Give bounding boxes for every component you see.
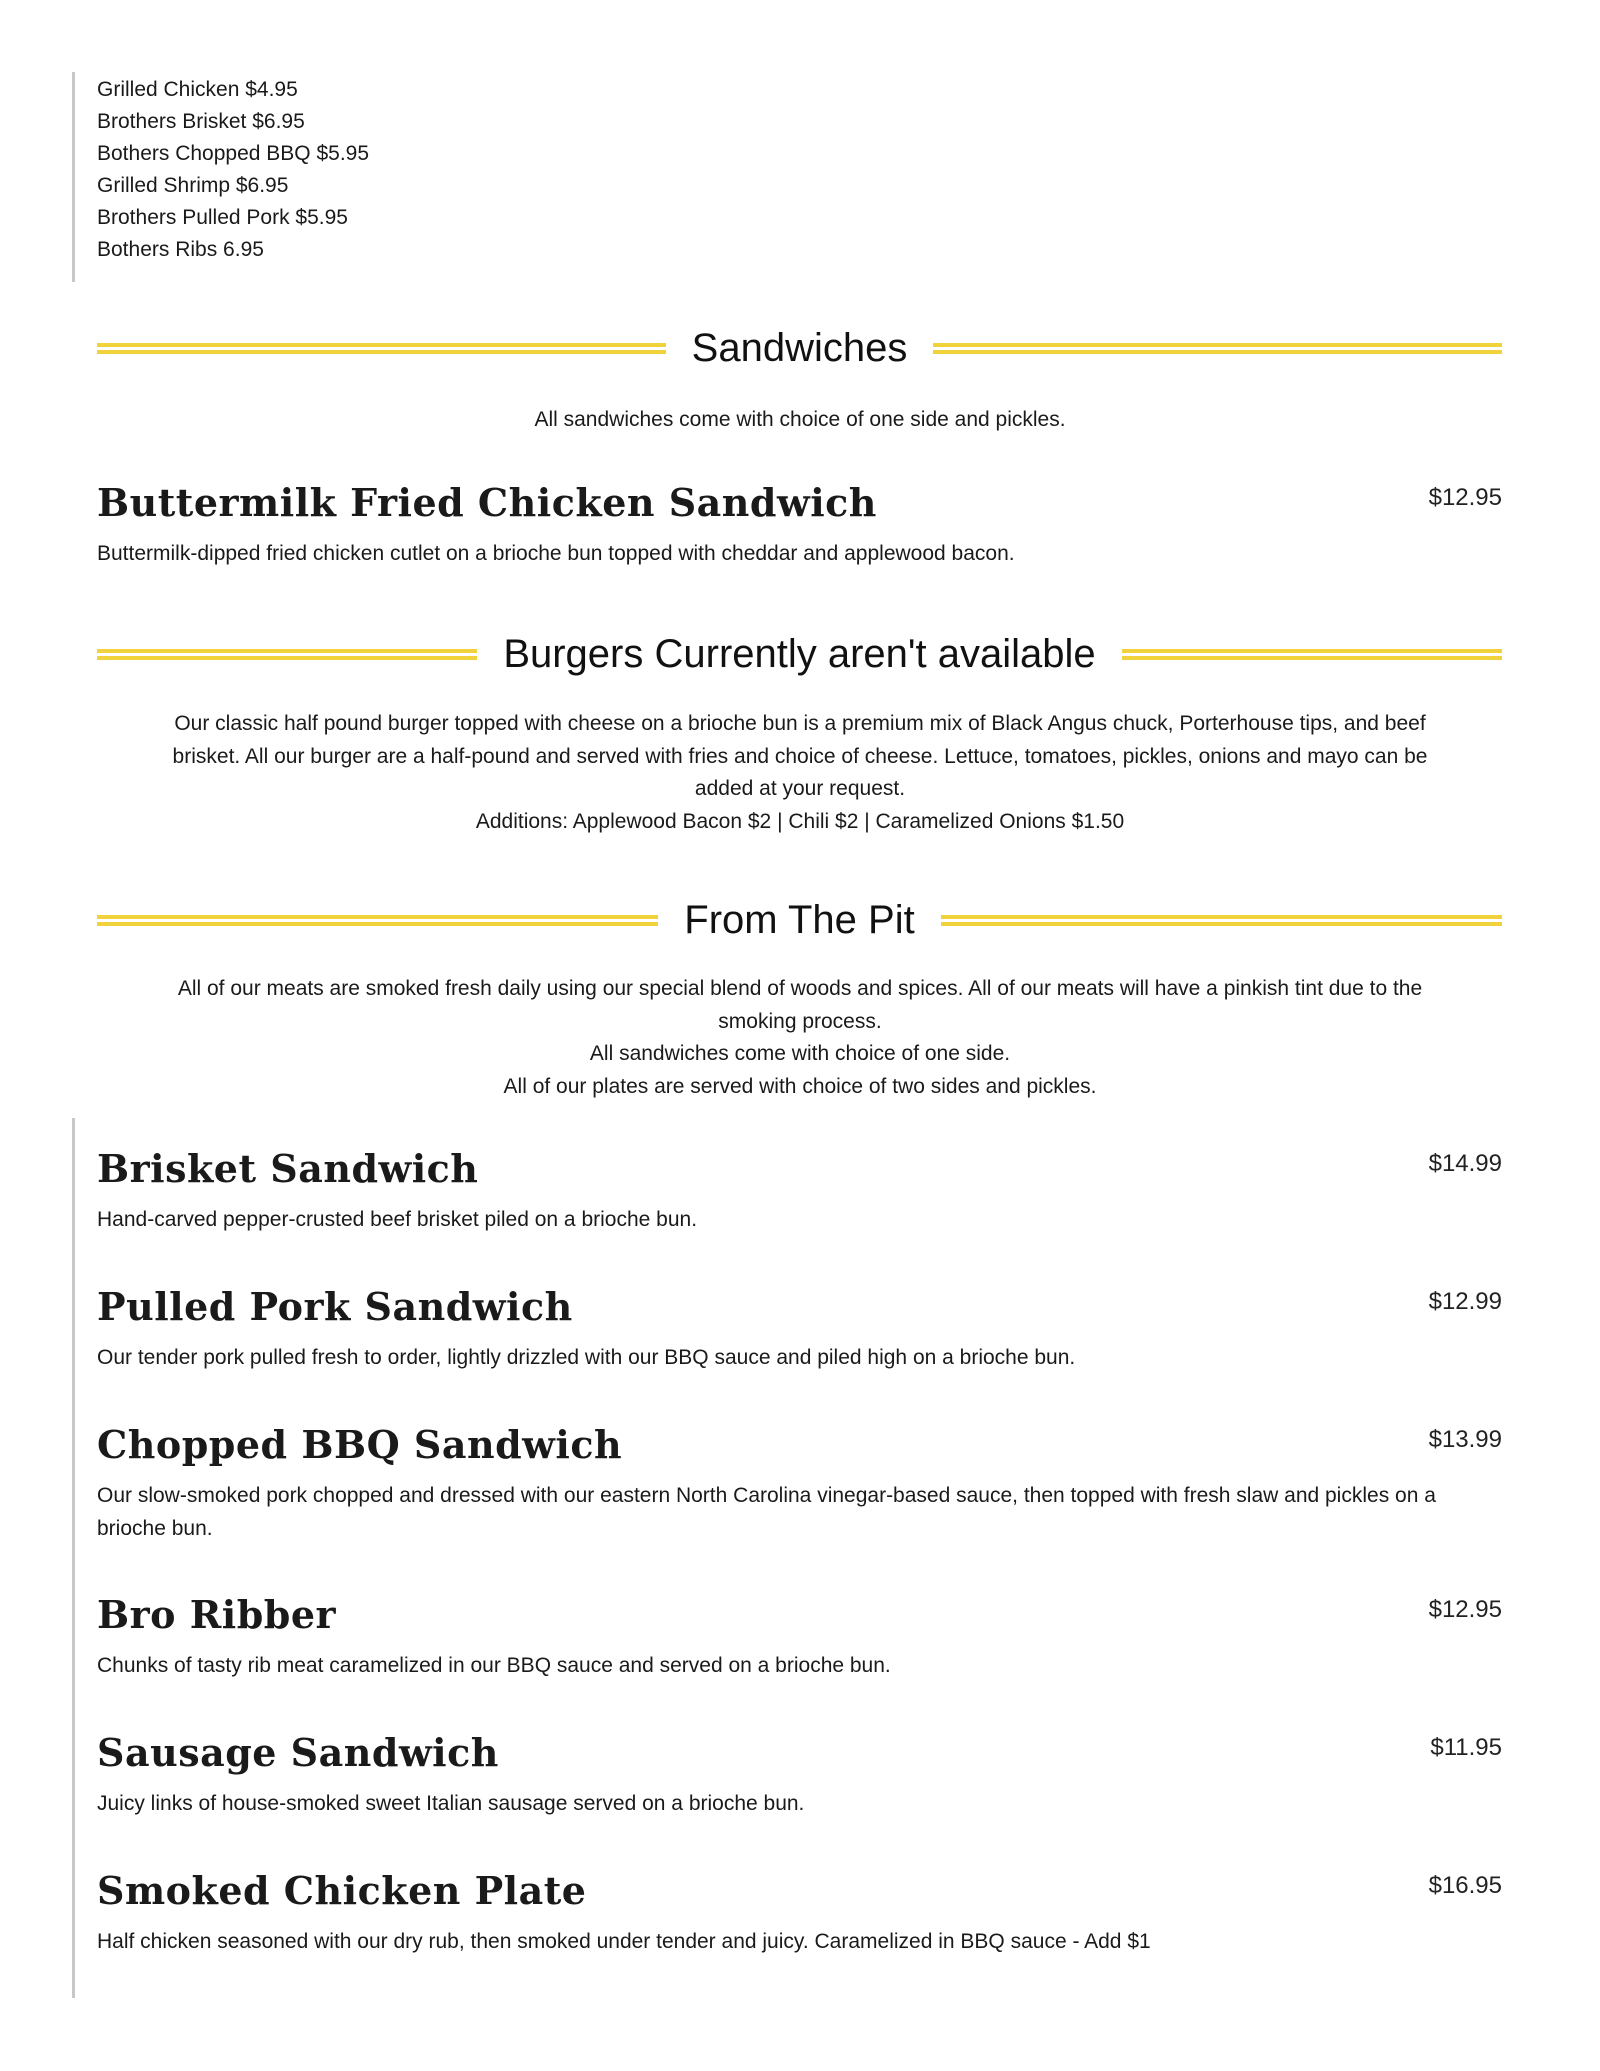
- item-description: Hand-carved pepper-crusted beef brisket piled on a brioche bun.: [97, 1208, 698, 1231]
- yellow-rule: [933, 342, 1502, 355]
- item-description: Chunks of tasty rib meat caramelized in our BBQ sauce and served on a brioche bun.: [97, 1654, 891, 1677]
- menu-item: [97, 1282, 1502, 1375]
- addon-item: Brothers Pulled Pork $5.95: [97, 206, 348, 229]
- note-line: added at your request.: [694, 777, 906, 800]
- addon-item: Bothers Chopped BBQ $5.95: [97, 142, 370, 165]
- item-description: Our slow-smoked pork chopped and dressed with our eastern North Carolina vinegar-based sauce, then topped with fresh slaw and pickles on a brioche bun.: [97, 1484, 1436, 1540]
- item-price: $14.99: [1428, 1150, 1502, 1177]
- section-title: From The Pit: [684, 897, 915, 942]
- menu-item: [97, 1590, 1502, 1683]
- addon-item: Grilled Shrimp $6.95: [97, 174, 289, 197]
- item-name: Sausage Sandwich: [97, 1730, 499, 1775]
- addon-item: Brothers Brisket $6.95: [97, 110, 305, 133]
- item-price: $12.99: [1428, 1288, 1502, 1315]
- section-title: Sandwiches: [691, 325, 908, 370]
- note-line: All sandwiches come with choice of one side.: [589, 1042, 1011, 1065]
- note-line: brisket. All our burger are a half-pound and served with fries and choice of cheese. Lettuce, tomatoes, pickles, onions and mayo can be: [172, 744, 1428, 768]
- item-name: Pulled Pork Sandwich: [97, 1284, 573, 1329]
- note-line: Additions: Applewood Bacon $2 | Chili $2 | Caramelized Onions $1.50: [475, 809, 1125, 833]
- sandwiches-section-header: [97, 318, 1502, 378]
- menu-item: [97, 478, 1502, 571]
- yellow-rule: [97, 648, 477, 661]
- burgers-note: [110, 708, 1490, 838]
- item-description: Juicy links of house-smoked sweet Italian sausage served on a brioche bun.: [97, 1792, 805, 1815]
- item-price: $16.95: [1428, 1872, 1502, 1899]
- pit-section-header: [97, 890, 1502, 950]
- item-price: $12.95: [1428, 1596, 1502, 1623]
- addon-list: [72, 72, 572, 282]
- addon-item: Grilled Chicken $4.95: [97, 78, 298, 101]
- item-description: Our tender pork pulled fresh to order, lightly drizzled with our BBQ sauce and piled high on a brioche bun.: [97, 1346, 1076, 1369]
- yellow-rule: [97, 342, 666, 355]
- addon-item: Bothers Ribs 6.95: [97, 238, 264, 261]
- sandwiches-note: All sandwiches come with choice of one side and pickles.: [534, 408, 1066, 431]
- pit-note: [110, 973, 1490, 1103]
- item-name: Chopped BBQ Sandwich: [97, 1422, 623, 1467]
- item-name: Bro Ribber: [97, 1592, 337, 1637]
- menu-item: [97, 1866, 1502, 1959]
- menu-item: [97, 1144, 1502, 1237]
- section-title: Burgers Currently aren't available: [503, 631, 1096, 676]
- item-price: $13.99: [1428, 1426, 1502, 1453]
- burgers-section-header: [97, 624, 1502, 684]
- item-name: Buttermilk Fried Chicken Sandwich: [97, 480, 877, 525]
- note-line: All of our plates are served with choice of two sides and pickles.: [503, 1074, 1097, 1098]
- item-description: Buttermilk-dipped fried chicken cutlet on a brioche bun topped with cheddar and applewood bacon.: [97, 542, 1015, 565]
- menu-item: [97, 1420, 1502, 1545]
- note-line: All of our meats are smoked fresh daily using our special blend of woods and spices. All of our meats will have a pinkish tint due to the: [177, 977, 1423, 1000]
- item-description: Half chicken seasoned with our dry rub, then smoked under tender and juicy. Caramelized in BBQ sauce - Add $1: [97, 1930, 1151, 1953]
- yellow-rule: [1122, 648, 1502, 661]
- note-line: Our classic half pound burger topped with cheese on a brioche bun is a premium mix of Black Angus chuck, Porterhouse tips, and beef: [174, 712, 1426, 735]
- item-price: $12.95: [1428, 484, 1502, 511]
- note-line: smoking process.: [718, 1009, 882, 1033]
- item-name: Smoked Chicken Plate: [97, 1868, 587, 1913]
- yellow-rule: [97, 914, 658, 927]
- item-price: $11.95: [1430, 1734, 1502, 1761]
- item-name: Brisket Sandwich: [97, 1146, 479, 1191]
- menu-item: [97, 1728, 1502, 1821]
- pit-divider: [72, 1118, 75, 1998]
- yellow-rule: [941, 914, 1502, 927]
